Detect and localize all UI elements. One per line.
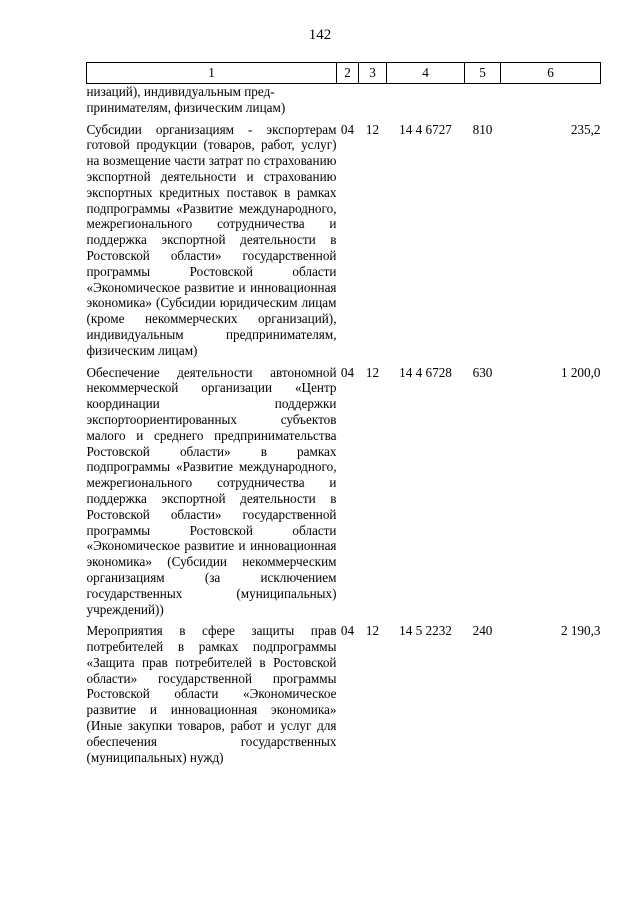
row-section: 04 bbox=[340, 623, 355, 639]
row-subsection: 12 bbox=[365, 364, 380, 380]
budget-table bbox=[86, 62, 601, 771]
row-subsection: 12 bbox=[365, 623, 380, 639]
row-description: Мероприятия в сфере защиты прав потребителей в рамках подпрограммы «Защита прав потребителей в Ростовской области» государственной программы Ростовской области «Экономическое развитие и инновационная экономика» (Иные закупки товаров, работ и услуг для обеспечения государственных (муниципальных) нужд) bbox=[86, 623, 337, 765]
column-header: 1 bbox=[87, 63, 337, 84]
column-header: 4 bbox=[387, 63, 465, 84]
page-number: 142 bbox=[308, 27, 332, 43]
row-description: Обеспечение деятельности автономной некоммерческой организации «Центр координации поддержки экспортоориентированных субъектов малого и среднего предпринимательства Ростовской области» в рамках подпрограммы «Развитие международного, межрегионального сотрудничества и поддержка экспортной деятельности в Ростовской области» государственной программы Ростовской области «Экономическое развитие и инновационная экономика» (Субсидии некоммерческим организациям (за исключением государственных (муниципальных) учреждений)) bbox=[86, 364, 337, 617]
row-target-code: 14 4 6728 bbox=[399, 364, 452, 380]
column-header: 6 bbox=[501, 63, 601, 84]
column-header: 3 bbox=[359, 63, 387, 84]
row-description: Субсидии организациям - экспортерам готовой продукции (товаров, работ, услуг) на возмещение части затрат по страхованию экспортной деятельности и страхованию экспортных кредитных поставок в рамках подпрограммы «Развитие международного, межрегионального сотрудничества и поддержка экспортной деятельности в Ростовской области» государственной программы Ростовской области «Экономическое развитие и инновационная экономика» (Субсидии юридическим лицам (кроме некоммерческих организаций), индивидуальным предпринимателям, физическим лицам) bbox=[86, 121, 337, 358]
column-header: 5 bbox=[465, 63, 501, 84]
row-subsection: 12 bbox=[365, 121, 380, 137]
row-amount: 2 190,3 bbox=[560, 623, 601, 639]
row-target-code: 14 4 6727 bbox=[399, 121, 452, 137]
row-section: 04 bbox=[340, 364, 355, 380]
row-description: низаций), индивидуальным пред- принимателям, физическим лицам) bbox=[86, 84, 286, 115]
row-target-code: 14 5 2232 bbox=[399, 623, 452, 639]
row-amount: 1 200,0 bbox=[560, 364, 601, 380]
row-expense-type: 810 bbox=[472, 121, 493, 137]
row-section: 04 bbox=[340, 121, 355, 137]
column-header: 2 bbox=[337, 63, 359, 84]
table-row bbox=[87, 623, 601, 771]
table-row bbox=[87, 122, 601, 365]
table-header-row bbox=[87, 63, 601, 84]
table-row bbox=[87, 365, 601, 624]
row-amount: 235,2 bbox=[570, 121, 601, 137]
table-row-continuation bbox=[87, 84, 601, 122]
row-expense-type: 630 bbox=[472, 364, 493, 380]
row-expense-type: 240 bbox=[472, 623, 493, 639]
